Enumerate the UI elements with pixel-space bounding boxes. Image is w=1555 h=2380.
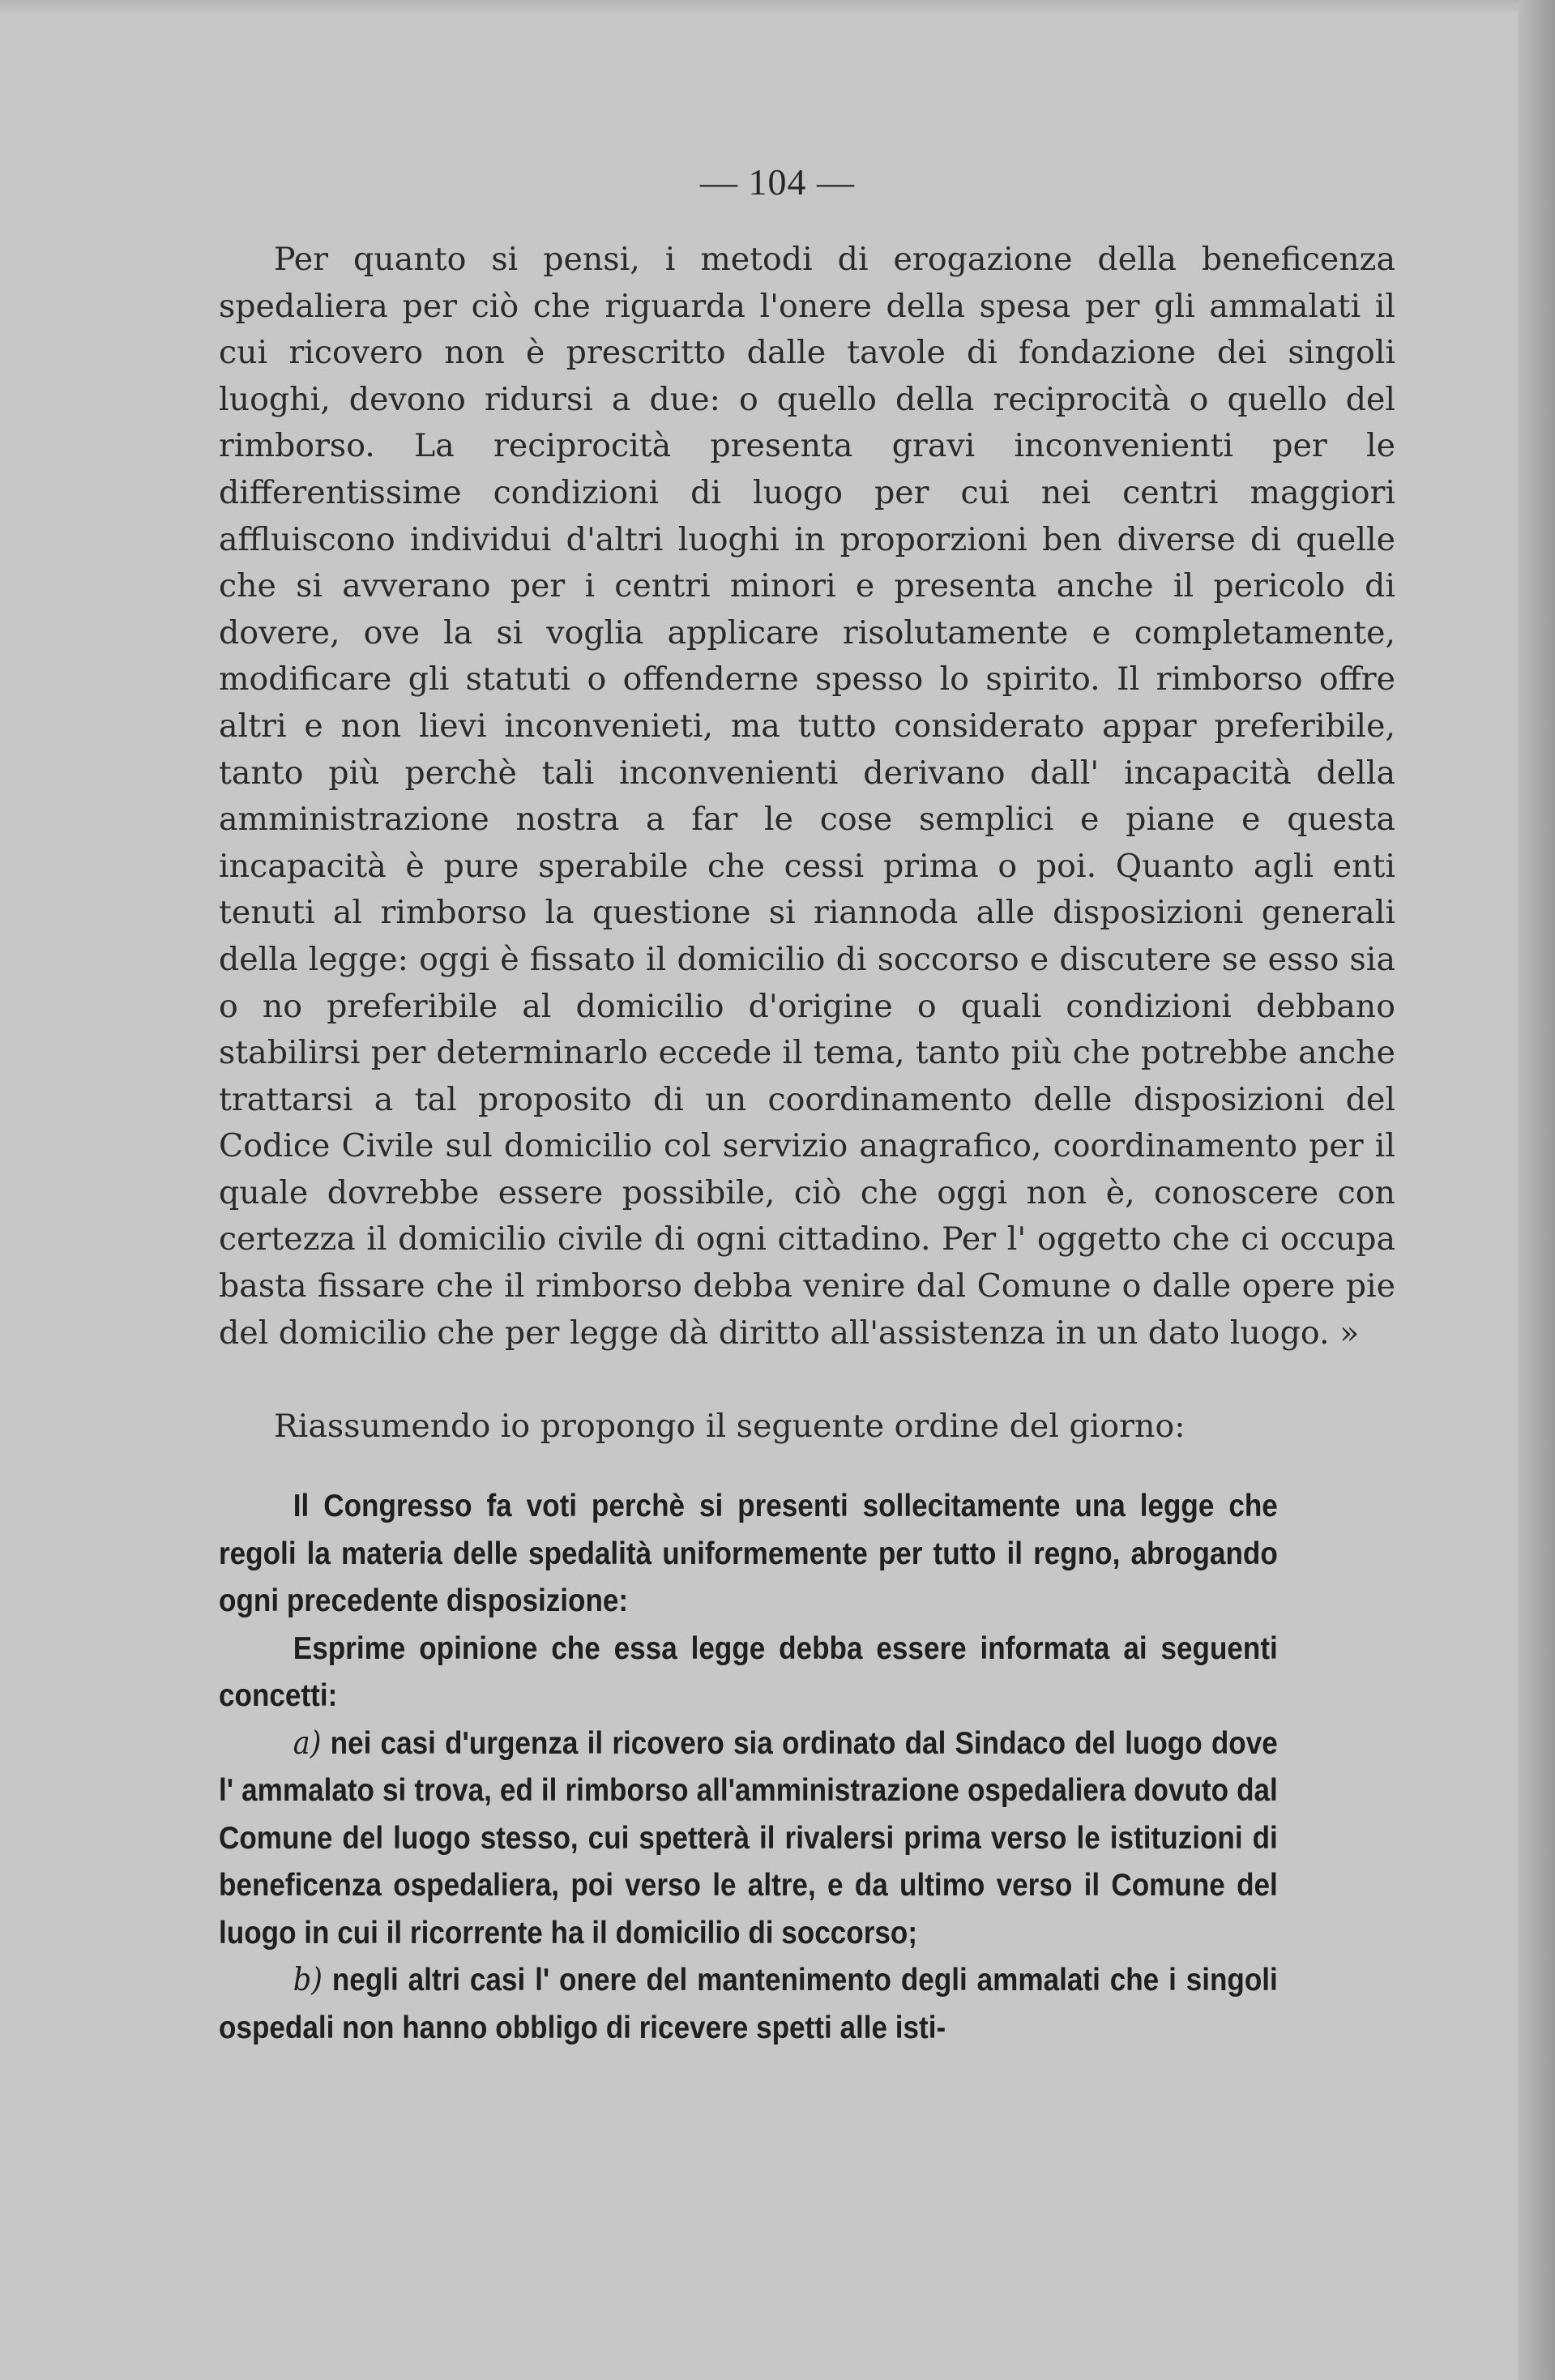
- resolution-block: [219, 1483, 1278, 2052]
- lead-sentence: Riassumendo io propongo il seguente ordine del giorno:: [274, 1408, 1185, 1445]
- resolution-item-a: [219, 1720, 1278, 1958]
- page-top-shadow: [0, 0, 1555, 15]
- resolution-opening: Il Congresso fa voti perchè si presenti sollecitamente una legge che regoli la materia delle spedalità uniformemente per tutto il regno, abrogando ogni precedente disposizione:: [219, 1489, 1278, 1618]
- resolution-principle: Esprime opinione che essa legge debba essere informata ai seguenti concetti:: [219, 1630, 1278, 1713]
- item-b-text: negli altri casi l' onere del mantenimento degli ammalati che i singoli ospedali non hanno obbligo di ricevere spetti alle isti-: [219, 1963, 1278, 2045]
- resolution-item-b: [219, 1957, 1278, 2052]
- item-b-letter: b): [293, 1962, 323, 1998]
- body-paragraph: [219, 237, 1395, 1357]
- item-a-letter: a): [293, 1724, 322, 1762]
- body-paragraph-text: Per quanto si pensi, i metodi di erogazione della beneficenza spedaliera per ciò che riguarda l'onere della spesa per gli ammalati il cui ricovero non è prescritto dalle tavole di fondazione dei singoli luoghi, devono ridursi a due: o quello della reciprocità o quello del rimborso. La reciprocità presenta gravi inconvenienti per le differentissime condizioni di luogo per cui nei centri maggiori affluiscono individui d'altri luoghi in proporzioni ben diverse di quelle che si avverano per i centri minori e presenta anche il pericolo di dovere, ove la si voglia applicare risolutamente e completamente, modificare gli statuti o offenderne spesso lo spirito. Il rimborso offre altri e non lievi inconvenieti, ma tutto considerato appar preferibile, tanto più perchè tali inconvenienti derivano dall' incapacità della amministrazione nostra a far le cose semplici e piane e questa incapacità è pure sperabile che cessi prima o poi. Quanto agli enti tenuti al rimborso la questione si riannoda alle disposizioni generali della legge: oggi è fissato il domicilio di soccorso e discutere se esso sia o no preferibile al domicilio d'origine o quali condizioni debbano stabilirsi per determinarlo eccede il tema, tanto più che potrebbe anche trattarsi a tal proposito di un coordinamento delle disposizioni del Codice Civile sul domicilio col servizio anagrafico, coordinamento per il quale dovrebbe essere possibile, ciò che oggi non è, conoscere con certezza il domicilio civile di ogni cittadino. Per l' oggetto che ci occupa basta fissare che il rimborso debba venire dal Comune o dalle opere pie del domicilio che per legge dà diritto all'assistenza in un dato luogo. »: [219, 241, 1395, 1352]
- page-number: — 104 —: [700, 161, 855, 203]
- item-a-text: nei casi d'urgenza il ricovero sia ordinato dal Sindaco del luogo dove l' ammalato si trova, ed il rimborso all'amministrazione ospedaliera dovuto dal Comune del luogo stesso, cui spetterà il rivalersi prima verso le istituzioni di beneficenza ospedaliera, poi verso le altre, e da ultimo verso il Comune del luogo in cui il ricorrente ha il domicilio di soccorso;: [219, 1725, 1278, 1951]
- page-right-shadow: [1518, 0, 1555, 2380]
